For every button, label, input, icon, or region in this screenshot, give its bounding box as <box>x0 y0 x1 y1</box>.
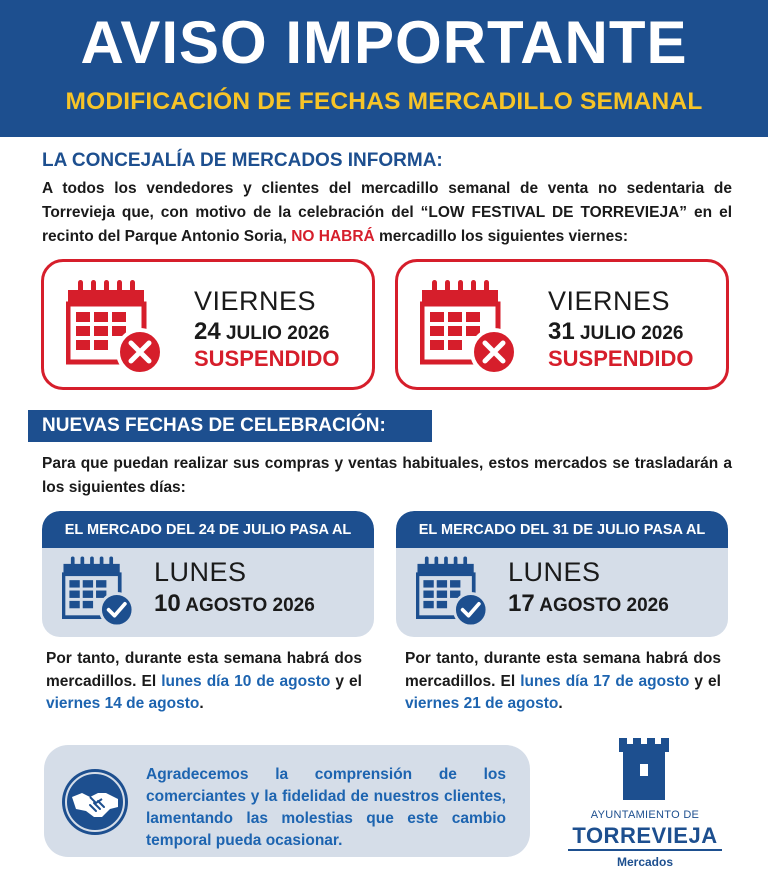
suspended-status: SUSPENDIDO <box>194 346 340 371</box>
handshake-icon <box>60 767 130 837</box>
moved-date <box>508 590 669 618</box>
logo-line-3: Mercados <box>616 855 674 869</box>
moved-market-card-1 <box>42 511 374 637</box>
new-dates-heading: NUEVAS FECHAS DE CELEBRACIÓN: <box>28 410 432 442</box>
intro-text-before: A todos los vendedores y clientes del mercadillo semanal de venta no sedentaria de Torrevieja que, con motivo de la celebración del “LOW FESTIVAL DE TORREVIEJA” en el recinto del Parque Antonio Soria, <box>42 180 732 245</box>
note-text: Por tanto, durante esta semana habrá dos mercadillos. El <box>405 650 721 690</box>
moved-date-num: 17 <box>508 590 535 617</box>
moved-day: LUNES <box>508 557 601 587</box>
moved-date-num: 10 <box>154 590 181 617</box>
suspended-date-num: 24 <box>194 318 221 345</box>
note-text: y el <box>689 672 721 690</box>
moved-market-card-2 <box>396 511 728 637</box>
note-text: . <box>199 695 204 712</box>
new-dates-intro: Para que puedan realizar sus compras y ventas habituales, estos mercados se trasladarán a los siguientes días: <box>42 455 732 496</box>
moved-note-2 <box>405 648 721 716</box>
intro-heading: LA CONCEJALÍA DE MERCADOS INFORMA: <box>42 150 443 171</box>
calendar-cancel-icon <box>66 278 166 378</box>
page-subtitle: MODIFICACIÓN DE FECHAS MERCADILLO SEMANAL <box>65 88 703 115</box>
moved-day: LUNES <box>154 557 247 587</box>
note-monday-date: lunes día 17 de agosto <box>520 672 690 690</box>
header-banner <box>0 0 768 137</box>
note-text: . <box>558 695 563 712</box>
intro-text-after: mercadillo los siguientes viernes: <box>374 228 628 245</box>
moved-market-bar: EL MERCADO DEL 31 DE JULIO PASA AL <box>396 511 728 548</box>
calendar-check-icon <box>62 555 136 629</box>
tower-icon <box>613 738 675 800</box>
thanks-text: Agradecemos la comprensión de los comerciantes y la fidelidad de nuestros clientes, lamentando las molestias que este cambio temporal pueda ocasionar. <box>146 766 506 849</box>
note-text: y el <box>330 672 362 690</box>
thanks-box <box>44 745 530 857</box>
intro-text <box>42 177 732 249</box>
suspended-date <box>194 318 329 346</box>
intro-highlight: NO HABRÁ <box>291 228 375 245</box>
suspended-date <box>548 318 683 346</box>
moved-market-bar: EL MERCADO DEL 24 DE JULIO PASA AL <box>42 511 374 548</box>
moved-date <box>154 590 315 618</box>
suspended-day: VIERNES <box>194 286 317 316</box>
moved-note-1 <box>46 648 362 716</box>
note-friday-date: viernes 21 de agosto <box>405 695 559 712</box>
suspended-date-rest: JULIO 2026 <box>220 323 330 344</box>
torrevieja-logo <box>560 738 730 878</box>
moved-date-rest: AGOSTO 2026 <box>180 595 315 616</box>
logo-line-2: TORREVIEJA <box>572 823 718 848</box>
suspended-card-1 <box>41 259 375 390</box>
suspended-date-num: 31 <box>548 318 575 345</box>
logo-divider <box>568 849 722 851</box>
page-title: AVISO IMPORTANTE <box>80 9 688 76</box>
calendar-cancel-icon <box>420 278 520 378</box>
suspended-day: VIERNES <box>548 286 671 316</box>
calendar-check-icon <box>416 555 490 629</box>
note-friday-date: viernes 14 de agosto <box>46 695 200 712</box>
suspended-date-rest: JULIO 2026 <box>574 323 684 344</box>
suspended-status: SUSPENDIDO <box>548 346 694 371</box>
note-text: Por tanto, durante esta semana habrá dos mercadillos. El <box>46 650 362 690</box>
suspended-card-2 <box>395 259 729 390</box>
moved-date-rest: AGOSTO 2026 <box>534 595 669 616</box>
note-monday-date: lunes día 10 de agosto <box>161 672 331 690</box>
logo-line-1: AYUNTAMIENTO DE <box>590 809 700 821</box>
